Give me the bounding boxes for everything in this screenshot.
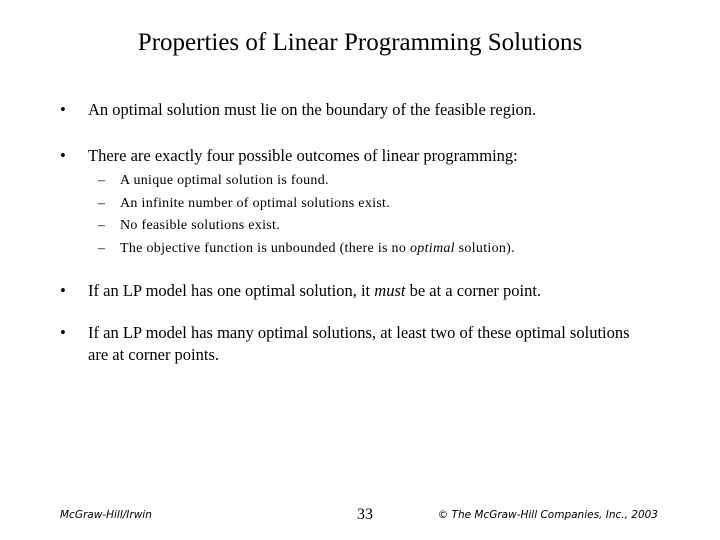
dash-icon: – <box>98 218 106 233</box>
bullet-text: If an LP model has many optimal solutions, at least two of these optimal solutions are at corner points. <box>88 323 630 364</box>
bullet-text: An optimal solution must lie on the boundary of the feasible region. <box>88 100 537 119</box>
sub-item-text <box>120 238 515 260</box>
footer-publisher: McGraw-Hill/Irwin <box>60 509 152 521</box>
sub-item-text: No feasible solutions exist. <box>120 218 281 233</box>
text-after: solution). <box>454 240 515 256</box>
sub-list-item <box>98 215 618 238</box>
emphasis-text: optimal <box>409 240 455 256</box>
text-after: be at a corner point. <box>405 281 542 300</box>
footer-copyright: © The McGraw-Hill Companies, Inc., 2003 <box>437 509 658 521</box>
bullet-icon: • <box>60 146 66 165</box>
sub-item-text: A unique optimal solution is found. <box>120 173 329 188</box>
emphasis-text: must <box>374 281 406 300</box>
text-before: The objective function is unbounded (there is no <box>120 240 410 256</box>
slide-title: Properties of Linear Programming Solutions <box>137 29 583 56</box>
page-number: 33 <box>357 506 373 523</box>
dash-icon: – <box>98 173 106 188</box>
bullet-icon: • <box>60 323 66 342</box>
dash-icon: – <box>98 240 106 256</box>
bullet-icon: • <box>60 281 66 300</box>
sub-item-text: An infinite number of optimal solutions exist. <box>120 195 391 211</box>
dash-icon: – <box>98 195 106 211</box>
sub-list-item <box>98 170 618 193</box>
bullet-text <box>88 280 648 302</box>
text-before: If an LP model has one optimal solution, it <box>88 281 375 300</box>
outcomes-sub-list <box>98 170 618 260</box>
bullet-text: There are exactly four possible outcomes of linear programming: <box>88 146 518 165</box>
bullet-icon: • <box>60 100 66 119</box>
sub-list-item <box>98 238 618 261</box>
sub-list-item <box>98 193 618 216</box>
